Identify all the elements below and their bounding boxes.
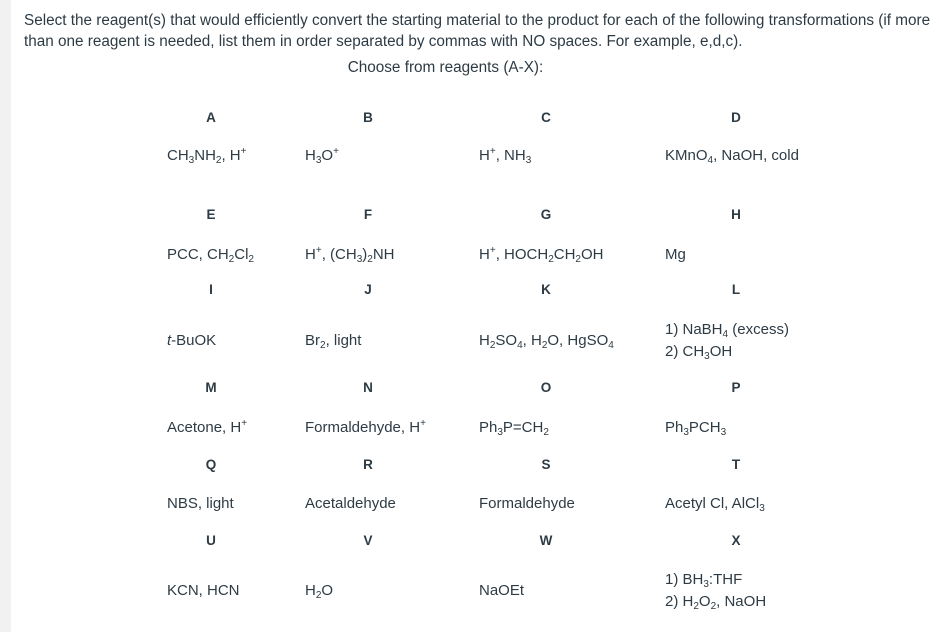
reagent-k: $H_2SO_4$, $H_2O$, HgSO$_4$ xyxy=(479,332,614,351)
reagent-p: $Ph_3PCH_3$ xyxy=(665,419,727,438)
reagent-letter-s: S xyxy=(541,457,551,472)
reagent-letter-g: G xyxy=(540,207,552,222)
reagent-m: Acetone, H+ xyxy=(167,418,248,436)
choose-label: Choose from reagents (A-X): xyxy=(347,59,544,76)
reagent-letter-p: P xyxy=(731,380,741,395)
reagent-letter-x: X xyxy=(731,533,741,548)
reagent-letter-h: H xyxy=(731,207,741,222)
reagent-u: KCN, HCN xyxy=(167,582,240,599)
reagent-j: $Br_2$, light xyxy=(305,332,362,351)
reagent-v: $H_2O$ xyxy=(305,582,334,601)
reagent-e: PCC, $CH_2Cl_2$ xyxy=(167,246,254,265)
reagent-letter-v: V xyxy=(363,533,373,548)
reagent-letter-d: D xyxy=(731,110,741,125)
reagent-h: Mg xyxy=(665,246,686,263)
instructions-text: Select the reagent(s) that would efficiently convert the starting material to the product for each of the following transformations (if more than one reagent is needed, list them in order separated by commas with NO spaces. For example, e,d,c). xyxy=(24,12,931,50)
reagent-letter-b: B xyxy=(363,110,373,125)
reagent-a: $CH_3NH_2$, H+ xyxy=(167,146,247,166)
reagent-i: t-BuOK xyxy=(167,332,217,349)
reagent-letter-l: L xyxy=(731,282,741,297)
reagent-w: NaOEt xyxy=(479,582,525,599)
reagent-letter-j: J xyxy=(364,282,372,297)
reagent-f: H+, $(CH_3)_2NH$ xyxy=(305,245,395,265)
reagent-r: Acetaldehyde xyxy=(305,495,396,512)
reagent-letter-f: F xyxy=(363,207,373,222)
reagent-letter-k: K xyxy=(541,282,551,297)
reagent-letter-q: Q xyxy=(205,457,217,472)
reagent-letter-i: I xyxy=(209,282,213,297)
reagent-letter-a: A xyxy=(206,110,216,125)
reagent-letter-m: M xyxy=(205,380,217,395)
reagent-n: Formaldehyde, H+ xyxy=(305,418,426,436)
reagent-letter-o: O xyxy=(540,380,552,395)
reagent-g: H+, $HOCH_2CH_2OH$ xyxy=(479,245,604,265)
reagent-d: KMnO$_4$, NaOH, cold xyxy=(665,147,799,166)
reagent-letter-w: W xyxy=(539,533,553,548)
left-margin-bar xyxy=(0,0,11,632)
reagent-t: Acetyl Cl, AlCl$_3$ xyxy=(665,495,765,514)
reagent-letter-t: T xyxy=(731,457,741,472)
reagent-letter-r: R xyxy=(363,457,373,472)
reagent-letter-c: C xyxy=(541,110,551,125)
reagent-o: $Ph_3P=CH_2$ xyxy=(479,419,549,438)
reagent-b: $H_3O^+$ xyxy=(305,146,339,166)
reagent-letter-n: N xyxy=(363,380,373,395)
reagent-s: Formaldehyde xyxy=(479,495,575,512)
reagent-c: H+, $NH_3$ xyxy=(479,146,532,166)
reagent-l: 1) NaBH$_4$ (excess) 2) $CH_3OH$ xyxy=(665,321,789,362)
reagent-letter-e: E xyxy=(206,207,216,222)
reagent-letter-u: U xyxy=(206,533,216,548)
reagent-q: NBS, light xyxy=(167,495,234,512)
reagent-x: 1) $BH_3:THF$ 2) $H_2O_2$, NaOH xyxy=(665,571,767,612)
